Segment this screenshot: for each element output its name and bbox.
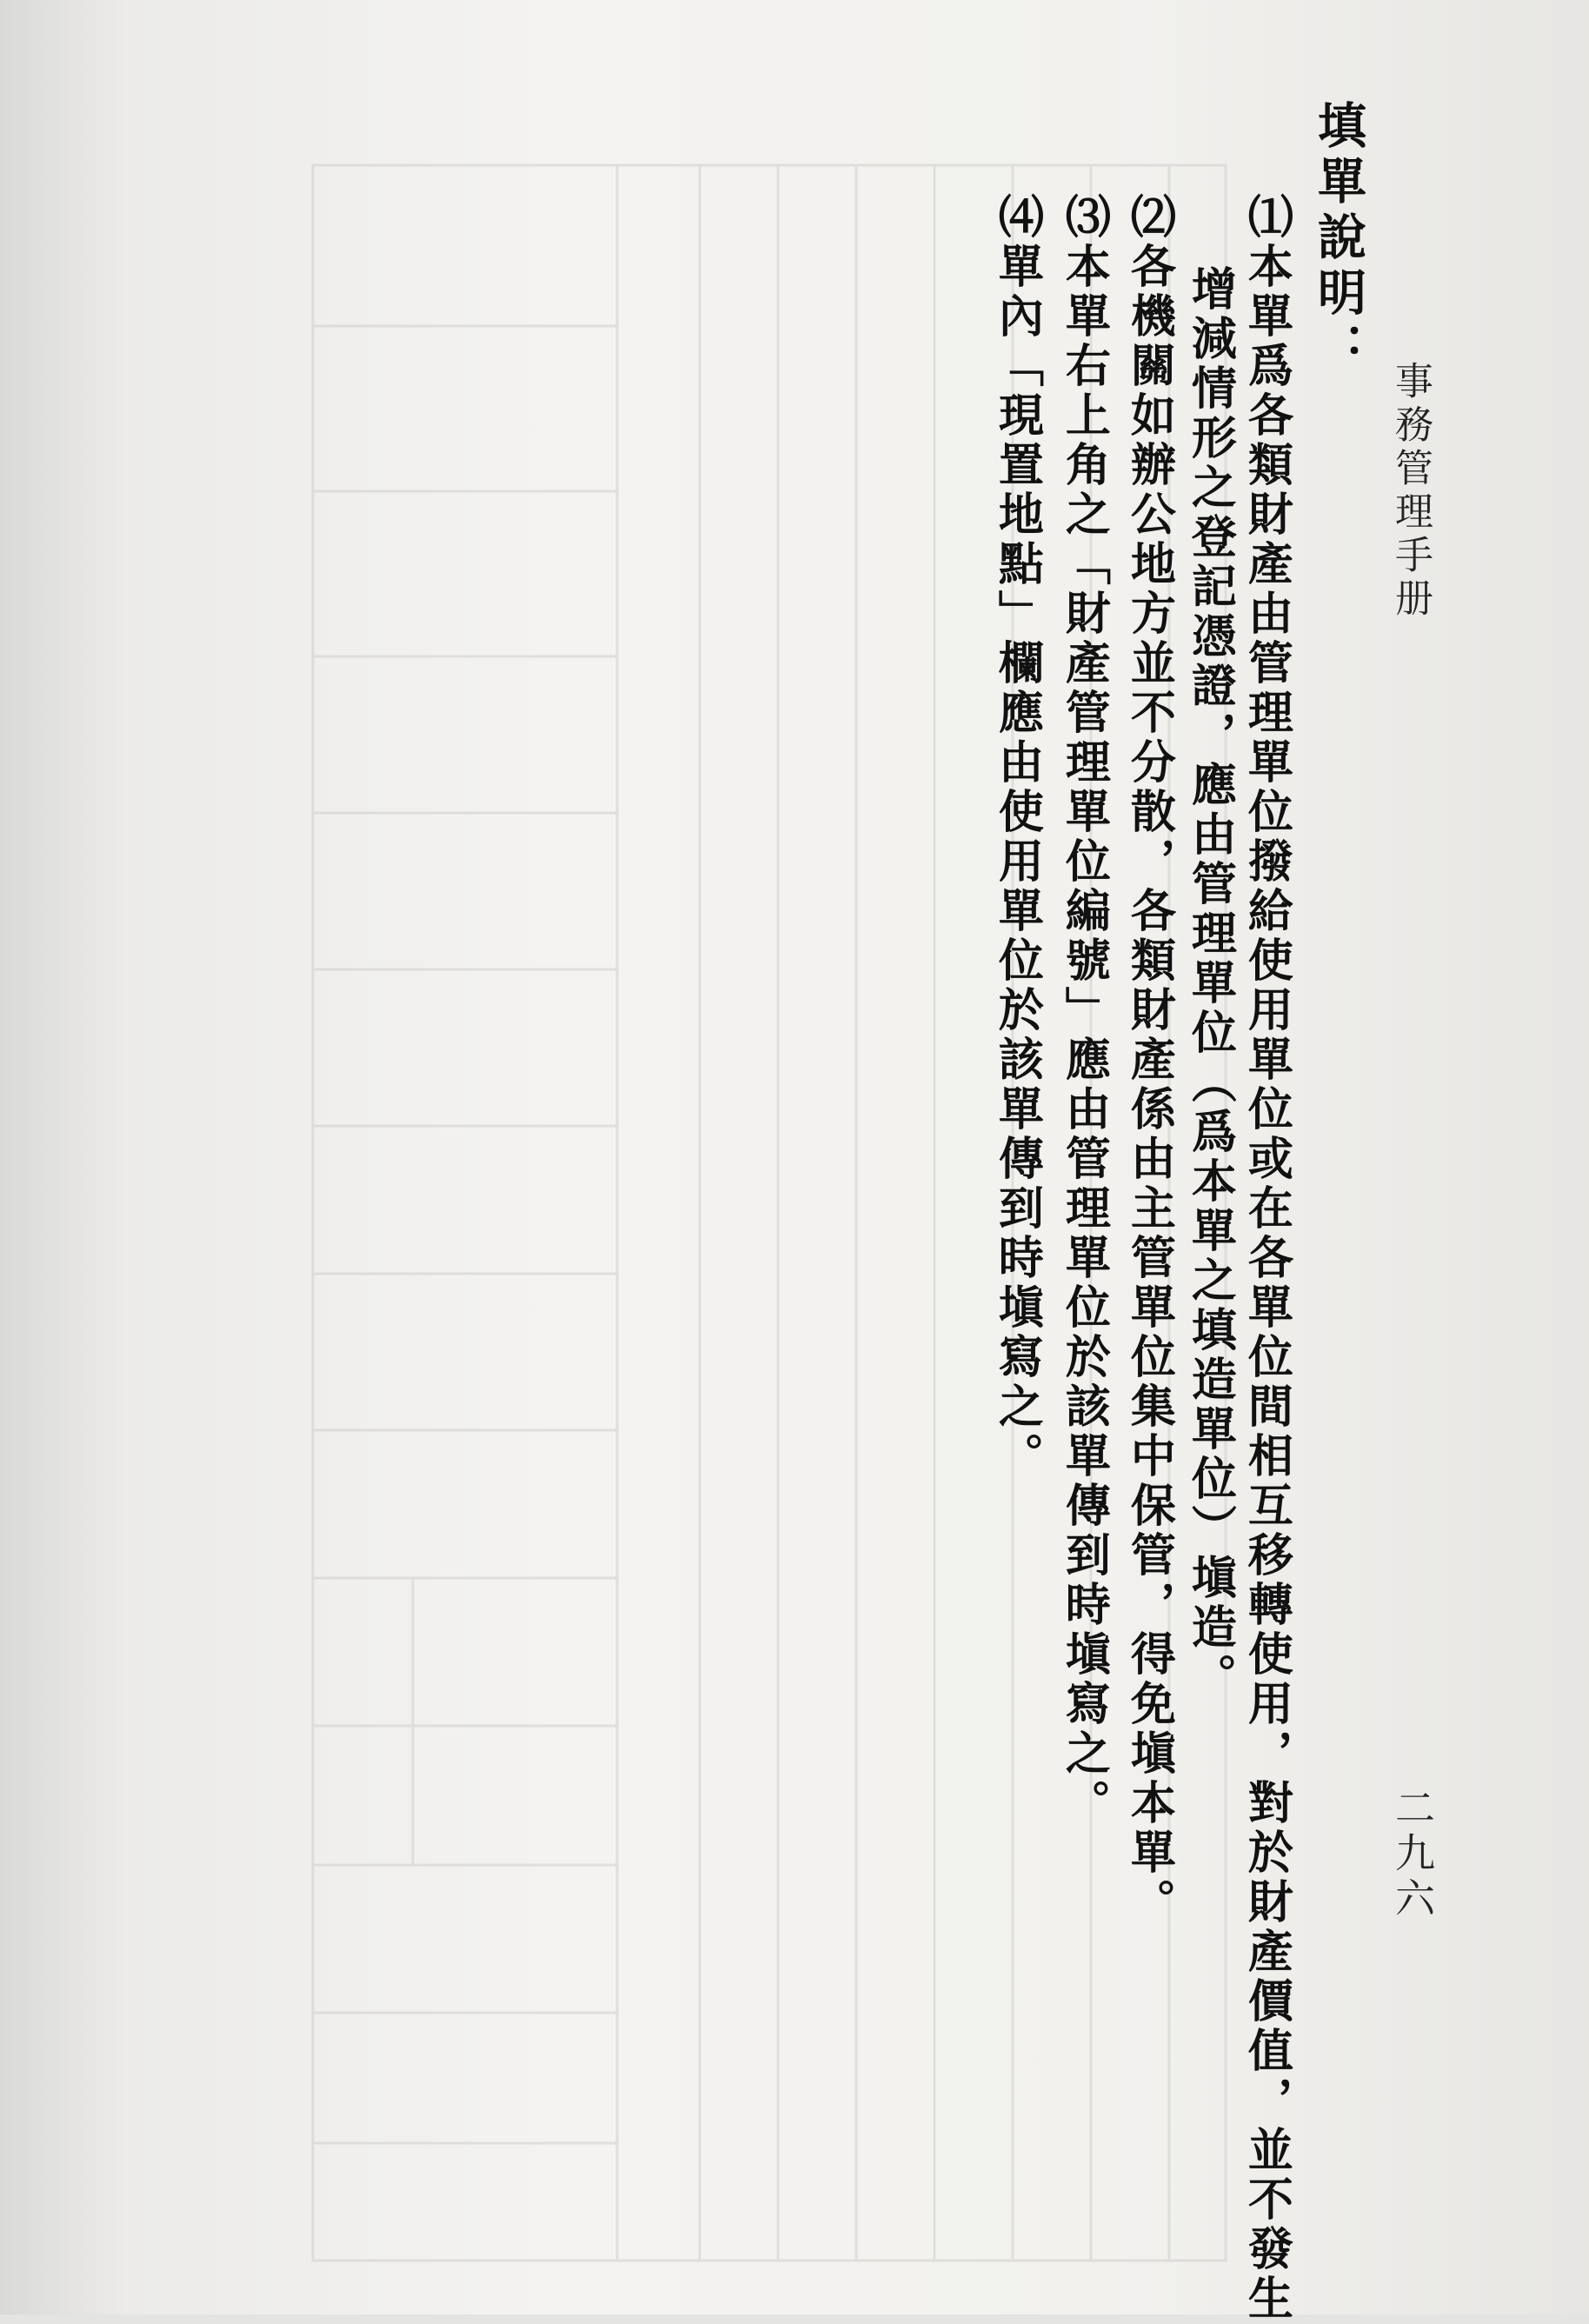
instruction-item-3: ⑶本單右上角之「財產管理單位編號」應由管理單位於該單傳到時塡寫之。	[1057, 193, 1111, 1828]
instruction-item-1-continued: 增減情形之登記憑證，應由管理單位（爲本單之填造單位）塡造。	[1183, 265, 1237, 1702]
instruction-item-2: ⑵各機關如辦公地方並不分散，各類財產係由主管單位集中保管，得免塡本單。	[1122, 193, 1176, 1928]
instructions-title: 填單說明：	[1310, 100, 1367, 378]
page-number: 二九六	[1389, 1787, 1436, 1922]
instruction-item-4: ⑷單內「現置地點」欄應由使用單位於該單傳到時塡寫之。	[990, 193, 1044, 1482]
instruction-item-1: ⑴本單爲各類財產由管理單位撥給使用單位或在各單位間相互移轉使用，對於財產價值，並不發生	[1240, 193, 1293, 2324]
running-header-title: 事務管理手册	[1388, 361, 1433, 622]
